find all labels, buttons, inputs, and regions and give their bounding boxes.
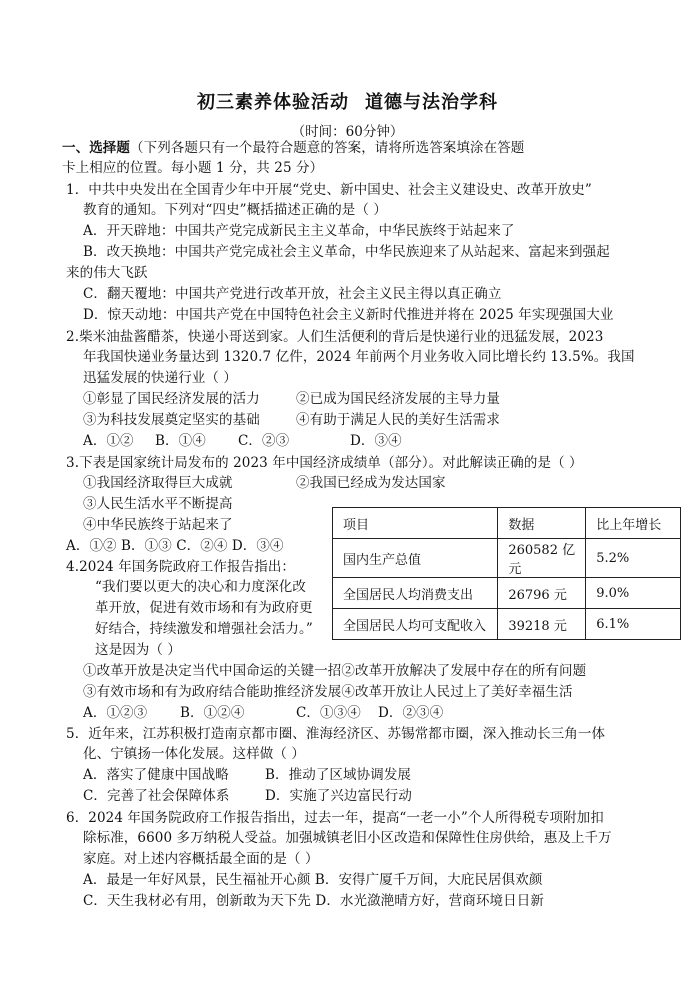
q6-stem-line3: 家庭。对上述内容概括最全面的是（ ） [83,851,319,867]
q6-options-cd: C．天生我材必有用，创新敢为天下先 D．水光潋滟晴方好，营商环境日日新 [83,893,544,909]
q2-option-1: ①彰显了国民经济发展的活力 [83,391,260,407]
q5-option-c: C．完善了社会保障体系 [83,788,230,804]
q2-stem-line2: 年我国快递业务量达到 1320.7 亿件，2024 年前两个月业务收入同比增长约 13.5%。我国 [83,349,635,365]
section-heading: 一、选择题 [62,140,130,156]
q5-stem-line1: 5．近年来，江苏积极打造南京都市圈、淮海经济区、苏锡常都市圈，深入推动长三角一体 [66,726,606,742]
q2-stem-line1: 2.柴米油盐酱醋茶，快递小哥送到家。人们生活便利的背后是快递行业的迅猛发展，2023 [66,329,604,345]
q1-option-d: D．惊天动地：中国共产党在中国特色社会主义新时代推进并将在 2025 年实现强国大业 [83,307,614,323]
exam-time: （时间：60分钟） [291,124,404,140]
exam-title [0,88,695,114]
table-header-cell: 数据 [498,508,586,539]
table-cell: 全国居民人均可支配收入 [333,609,498,640]
table-cell: 9.0% [586,578,681,609]
q3-option-3: ③人民生活水平不断提高 [83,496,233,512]
q2-choice-d: D．③④ [350,433,402,449]
q4-choice-b: B．①②④ [180,705,245,721]
q3-choices: A．①② B．①③ C．②④ D．③④ [66,538,284,554]
q3-stem: 3.下表是国家统计局发布的 2023 年中国经济成绩单（部分）。对此解读正确的是（ ） [66,455,583,471]
q3-option-1: ①我国经济取得巨大成就 [83,475,233,491]
q1-option-b-line1: B．改天换地：中国共产党完成社会主义革命，中华民族迎来了从站起来、富起来到强起 [83,244,610,260]
q5-option-a: A．落实了健康中国战略 [83,767,229,783]
table-header-cell: 比上年增长 [586,508,681,539]
table-cell: 39218 元 [498,609,586,640]
table-cell: 6.1% [586,609,681,640]
title-part-1: 初三素养体验活动 [197,92,349,113]
q2-option-2: ②已成为国民经济发展的主导力量 [296,391,500,407]
q4-options-line1: ①改革开放是决定当代中国命运的关键一招②改革开放解决了发展中存在的所有问题 [83,663,587,679]
section-instructions-line1: 一、选择题（下列各题只有一个最符合题意的答案，请将所选答案填涂在答题 [62,140,525,156]
table-row [333,539,681,578]
q1-option-a: A．开天辟地：中国共产党完成新民主主义革命，中华民族终于站起来了 [83,223,515,239]
table-cell: 全国居民人均消费支出 [333,578,498,609]
table-cell: 260582 亿元 [498,539,586,578]
table-row [333,609,681,640]
table-cell: 26796 元 [498,578,586,609]
economic-stats-table [332,507,681,640]
q6-stem-line1: 6．2024 年国务院政府工作报告指出，过去一年，提高“一老一小”个人所得税专项附加扣 [66,810,604,826]
table-header-row [333,508,681,539]
table-row [333,578,681,609]
q1-stem-line2: 教育的通知。下列对“四史”概括描述正确的是（ ） [83,202,387,218]
q6-stem-line2: 除标准，6600 多万纳税人受益。加强城镇老旧小区改造和保障性住房供给，惠及上千万 [83,830,612,846]
q1-option-c: C．翻天覆地：中国共产党进行改革开放，社会主义民主得以真正确立 [83,286,502,302]
q4-options-line2: ③有效市场和有为政府结合能助推经济发展④改革开放让人民过上了美好幸福生活 [83,684,573,700]
table-header-cell: 项目 [333,508,498,539]
q1-stem-line1: 1．中共中央发出在全国青少年中开展“党史、新中国史、社会主义建设史、改革开放史” [66,182,592,198]
q4-choice-d: D．②③④ [378,705,444,721]
q5-option-d: D．实施了兴边富民行动 [265,788,412,804]
q2-option-3: ③为科技发展奠定坚实的基础 [83,412,260,428]
title-part-2: 道德与法治学科 [365,92,498,113]
q4-stem-line2: 这是因为（ ） [95,642,181,658]
q3-option-4: ④中华民族终于站起来了 [83,517,233,533]
q4-quote-line2: 革开放，促进有效市场和有为政府更 [95,600,313,616]
q2-stem-line3: 迅猛发展的快递行业（ ） [83,370,237,386]
q4-quote-line1: “我们要以更大的决心和力度深化改 [95,579,307,595]
q3-option-2: ②我国已经成为发达国家 [296,475,446,491]
q4-choice-c: C．①③④ [296,705,361,721]
q2-choice-a: A．①② [83,433,134,449]
table-cell: 国内生产总值 [333,539,498,578]
q2-option-4: ④有助于满足人民的美好生活需求 [296,412,500,428]
q2-choice-b: B．①④ [155,433,206,449]
q5-stem-line2: 化、宁镇扬一体化发展。这样做（ ） [83,746,305,762]
table-cell: 5.2% [586,539,681,578]
section-instructions-line2: 卡上相应的位置。每小题 1 分，共 25 分） [62,160,324,176]
q4-quote-line3: 好结合，持续激发和增强社会活力。” [95,621,313,637]
q4-stem-line1: 4.2024 年国务院政府工作报告指出： [66,559,296,575]
q4-choice-a: A．①②③ [83,705,148,721]
q1-option-b-line2: 来的伟大飞跃 [66,265,148,281]
q6-options-ab: A．最是一年好风景，民生福祉开心颜 B．安得广厦千万间，大庇民居俱欢颜 [83,872,543,888]
q5-option-b: B．推动了区域协调发展 [265,767,412,783]
q2-choice-c: C．②③ [238,433,290,449]
